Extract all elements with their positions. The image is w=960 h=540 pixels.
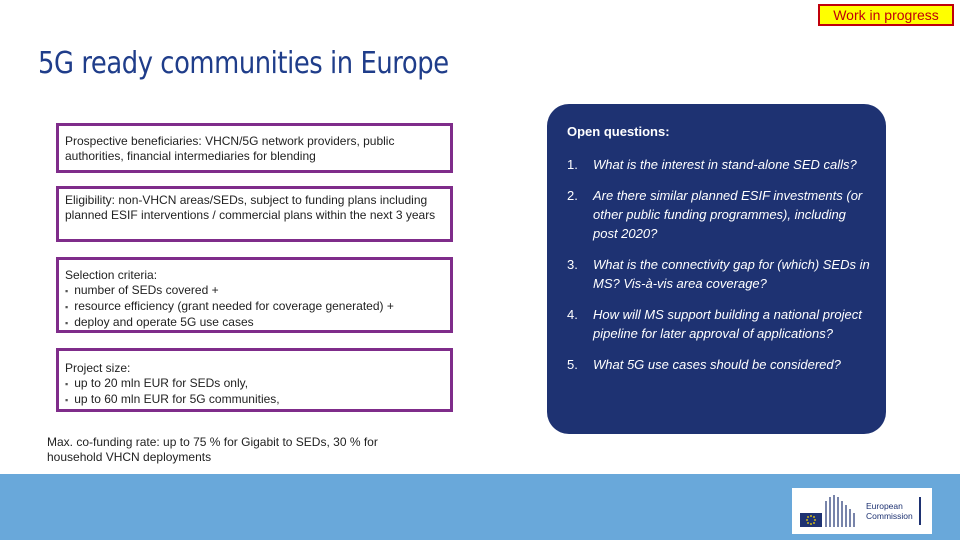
european-commission-logo: [792, 488, 932, 534]
selection-heading: Selection criteria:: [65, 268, 158, 282]
commission-building-icon: [796, 491, 866, 531]
question-number: 4.: [567, 307, 578, 322]
selection-item: ▪ resource efficiency (grant needed for coverage generated) +: [65, 299, 444, 315]
question-item: [567, 355, 870, 374]
eligibility-box: [56, 186, 453, 242]
work-in-progress-badge: Work in progress: [818, 4, 954, 26]
logo-line: European: [866, 501, 903, 511]
footer-bar: [0, 474, 960, 540]
question-item: [567, 155, 870, 174]
cofunding-note: Max. co-funding rate: up to 75 % for Gigabit to SEDs, 30 % for household VHCN deployments: [47, 435, 378, 464]
eligibility-text: Eligibility: non-VHCN areas/SEDs, subject to funding plans including planned ESIF interventions / commercial plans within the next 3 years: [65, 193, 436, 222]
logo-wordmark: [866, 501, 913, 521]
selection-criteria-box: [56, 257, 453, 333]
logo-line: Commission: [866, 511, 913, 521]
logo-divider: [919, 497, 921, 525]
question-number: 1.: [567, 157, 578, 172]
question-text: What 5G use cases should be considered?: [593, 357, 841, 372]
open-questions-title: Open questions:: [567, 124, 670, 139]
question-number: 2.: [567, 188, 578, 203]
project-size-box: [56, 348, 453, 412]
question-text: What is the connectivity gap for (which) SEDs in MS? Vis-à-vis area coverage?: [593, 257, 870, 291]
beneficiaries-text: Prospective beneficiaries: VHCN/5G network providers, public authorities, financial intermediaries for blending: [65, 134, 395, 163]
project-size-heading: Project size:: [65, 361, 131, 375]
question-item: [567, 255, 870, 293]
selection-item: ▪ deploy and operate 5G use cases: [65, 315, 444, 331]
question-number: 5.: [567, 357, 578, 372]
question-text: Are there similar planned ESIF investments (or other public funding programmes), including post 2020?: [593, 188, 863, 241]
project-size-item: ▪ up to 20 mln EUR for SEDs only,: [65, 376, 444, 392]
question-number: 3.: [567, 257, 578, 272]
page-title: 5G ready communities in Europe: [38, 46, 449, 81]
selection-item: ▪ number of SEDs covered +: [65, 283, 444, 299]
question-item: [567, 186, 870, 243]
question-text: How will MS support building a national project pipeline for later approval of applications?: [593, 307, 862, 341]
question-text: What is the interest in stand-alone SED calls?: [593, 157, 857, 172]
open-questions-panel: [547, 104, 886, 434]
question-item: [567, 305, 870, 343]
project-size-item: ▪ up to 60 mln EUR for 5G communities,: [65, 392, 444, 408]
beneficiaries-box: [56, 123, 453, 173]
